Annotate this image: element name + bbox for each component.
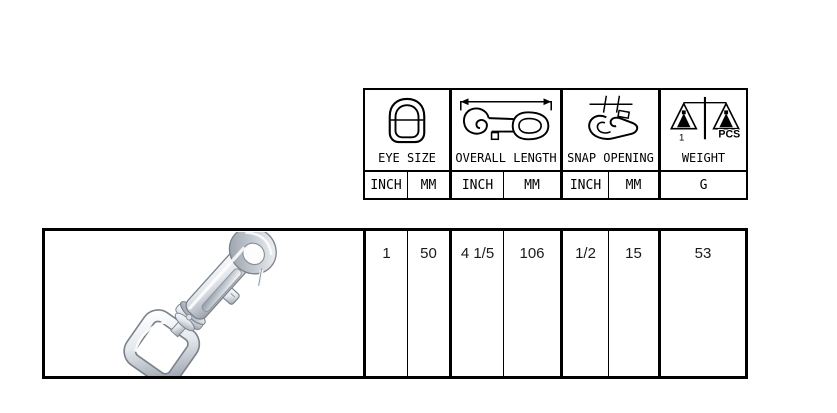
unit-weight-g: G — [658, 170, 746, 198]
weight-scale-icon — [661, 90, 746, 151]
spec-header-table — [363, 88, 748, 200]
unit-snap-opening-inch: INCH — [560, 170, 608, 198]
header-group-overall-length — [449, 90, 560, 170]
header-label-eye-size: EYE SIZE — [378, 151, 436, 165]
header-group-snap-opening — [560, 90, 658, 170]
header-group-weight — [658, 90, 746, 170]
unit-snap-opening-mm: MM — [608, 170, 658, 198]
unit-eye-size-mm: MM — [407, 170, 449, 198]
value-snap-opening-mm: 15 — [608, 231, 658, 376]
weight-icon-right-pan-label: PCS — [717, 127, 740, 140]
unit-eye-size-inch: INCH — [365, 170, 407, 198]
swivel-eye-bolt-snap-photo — [97, 232, 337, 376]
unit-overall-length-mm: MM — [503, 170, 560, 198]
header-label-overall-length: OVERALL LENGTH — [455, 151, 557, 165]
value-overall-length-mm: 106 — [503, 231, 560, 376]
header-label-weight: WEIGHT — [681, 151, 726, 165]
overall-length-icon — [452, 90, 560, 151]
weight-icon-left-pan-label: 1 — [678, 131, 684, 143]
unit-overall-length-inch: INCH — [449, 170, 503, 198]
value-eye-size-mm: 50 — [407, 231, 449, 376]
eye-size-icon — [365, 90, 449, 151]
value-eye-size-inch: 1 — [363, 231, 407, 376]
spec-data-table — [42, 228, 748, 379]
value-overall-length-inch: 4 1/5 — [449, 231, 503, 376]
value-weight-g: 53 — [658, 231, 745, 376]
value-snap-opening-inch: 1/2 — [560, 231, 608, 376]
header-group-eye-size — [365, 90, 449, 170]
product-photo-cell — [45, 231, 363, 376]
snap-opening-icon — [563, 90, 658, 151]
header-label-snap-opening: SNAP OPENING — [567, 151, 654, 165]
